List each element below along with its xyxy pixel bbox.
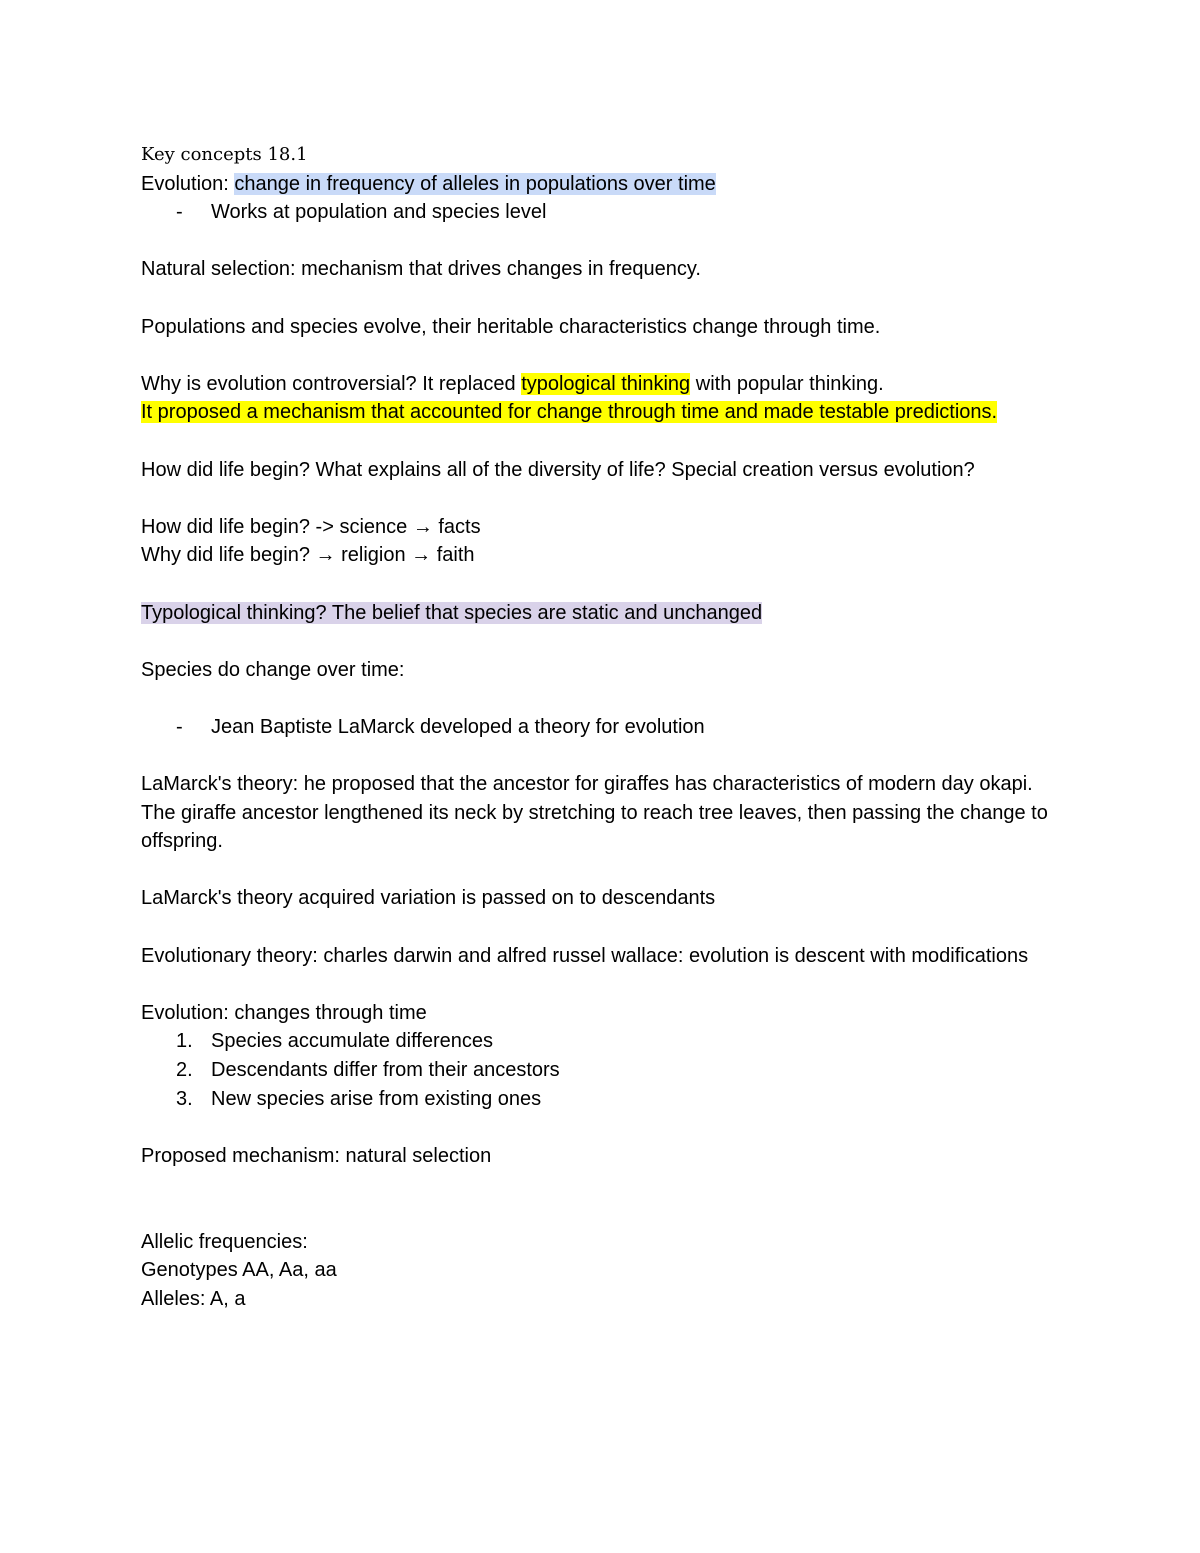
allelic-frequencies-text: Allelic frequencies: [141,1230,308,1253]
list-number: 1. [176,1030,193,1053]
bullet-text: Jean Baptiste LaMarck developed a theory for evolution [211,715,705,738]
alleles-text: Alleles: A, a [141,1287,246,1310]
document-page [141,141,1061,1313]
list-item [141,713,1061,742]
controversy-before: Why is evolution controversial? It replaced [141,372,522,395]
mechanism-highlight: It proposed a mechanism that accounted for change through time and made testable predictions. [141,401,998,424]
list-number: 3. [176,1087,193,1110]
genotypes-text: Genotypes AA, Aa, aa [141,1259,337,1282]
list-item [141,198,1061,227]
bullet-text: Works at population and species level [211,201,547,224]
evolution-bullet-list [141,198,1061,227]
questions-text: How did life begin? What explains all of the diversity of life? Special creation versus evolution? [141,458,975,481]
typological-definition-highlight: Typological thinking? The belief that species are static and unchanged [141,601,763,624]
doc-title: Key concepts 18.1 [141,144,308,165]
bullet-marker: - [176,715,183,738]
lamarck-bullet-list [141,713,1061,742]
evolution-label: Evolution: [141,172,235,195]
mechanism-text [141,398,1061,427]
numbered-list [141,1027,1061,1113]
bullet-marker: - [176,201,183,224]
evolutionary-theory-text: Evolutionary theory: charles darwin and alfred russel wallace: evolution is descent with modifications [141,944,1029,967]
lamarck-variation-text: LaMarck's theory acquired variation is passed on to descendants [141,887,716,910]
list-item [141,1056,1061,1085]
typological-definition [141,599,1061,628]
controversy-after: with popular thinking. [690,372,884,395]
lamarck-theory-text: LaMarck's theory: he proposed that the ancestor for giraffes has characteristics of modern day okapi. The giraffe ancestor lengthened its neck by stretching to reach tree leaves, then passing the change to offspring. [141,773,1048,853]
proposed-mechanism-text: Proposed mechanism: natural selection [141,1144,492,1167]
evolution-changes-text: Evolution: changes through time [141,1001,427,1024]
list-item [141,1085,1061,1114]
controversy-text [141,370,1061,399]
list-item-text: Species accumulate differences [211,1030,494,1053]
species-change-text: Species do change over time: [141,658,405,681]
evolution-definition [141,170,1061,199]
list-item [141,1027,1061,1056]
why-line: Why did life begin? → religion → faith [141,544,475,567]
list-item-text: New species arise from existing ones [211,1087,542,1110]
natural-selection-text: Natural selection: mechanism that drives changes in frequency. [141,258,701,281]
typological-highlight: typological thinking [521,372,691,395]
populations-text: Populations and species evolve, their heritable characteristics change through time. [141,315,881,338]
how-line: How did life begin? -> science → facts [141,515,481,538]
list-item-text: Descendants differ from their ancestors [211,1059,560,1081]
evolution-highlight: change in frequency of alleles in populations over time [234,172,716,195]
list-number: 2. [176,1059,193,1081]
